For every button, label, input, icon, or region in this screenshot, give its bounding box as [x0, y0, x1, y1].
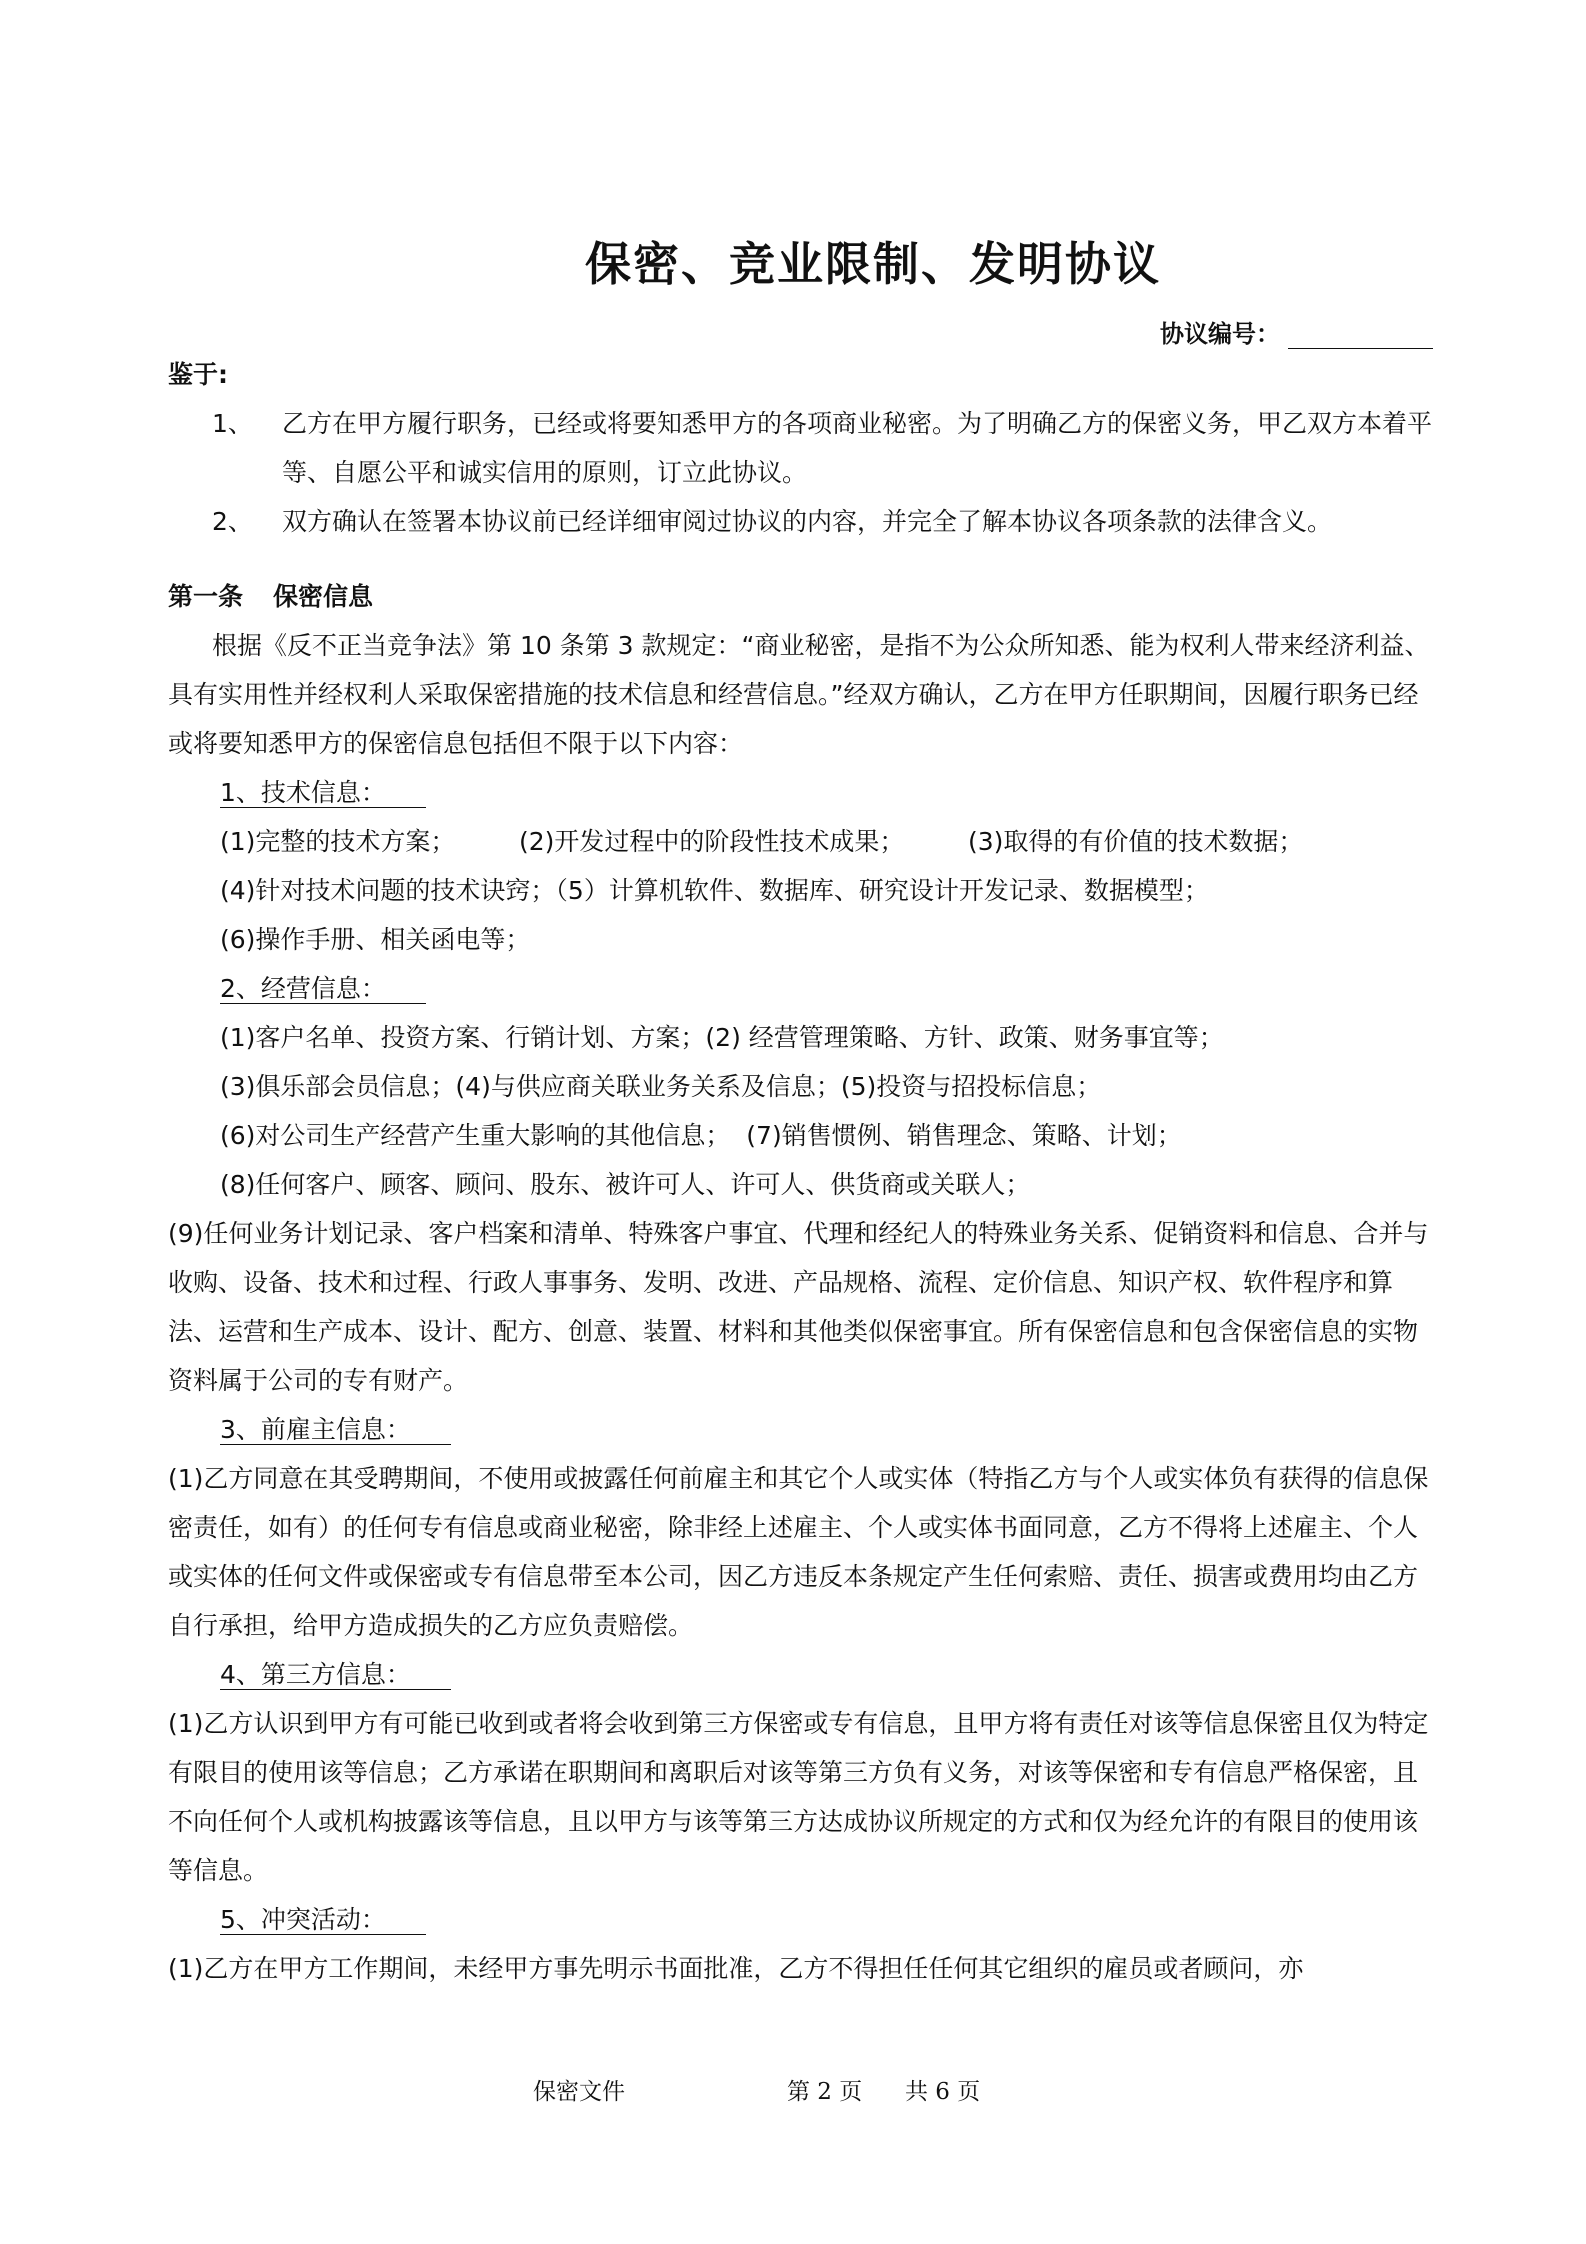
section-heading-text: 3、前雇主信息：: [220, 1415, 451, 1445]
section-heading-tech: [168, 768, 1438, 817]
section-heading-text: 4、第三方信息：: [220, 1660, 451, 1690]
third-party-text: (1)乙方认识到甲方有可能已收到或者将会收到第三方保密或专有信息，且甲方将有责任对该等信息保密且仅为特定有限目的使用该等信息；乙方承诺在职期间和离职后对该等第三方负有义务，对该等保密和专有信息严格保密，且不向任何个人或机构披露该等信息，且以甲方与该等第三方达成协议所规定的方式和仅为经允许的有限目的使用该等信息。: [168, 1709, 1429, 1885]
whereas-item-text: 乙方在甲方履行职务，已经或将要知悉甲方的各项商业秘密。为了明确乙方的保密义务，甲乙双方本着平等、自愿公平和诚实信用的原则，订立此协议。: [282, 409, 1433, 487]
article-intro: 根据《反不正当竞争法》第 10 条第 3 款规定：“商业秘密，是指不为公众所知悉、能为权利人带来经济利益、具有实用性并经权利人采取保密措施的技术信息和经营信息。”经双方确认，乙方在甲方任职期间，因履行职务已经或将要知悉甲方的保密信息包括但不限于以下内容：: [168, 631, 1430, 758]
tech-line: (1)完整的技术方案； (2)开发过程中的阶段性技术成果； (3)取得的有价值的技术数据；: [220, 827, 1304, 856]
whereas-item: [168, 399, 1438, 497]
business-line: (3)俱乐部会员信息；(4)与供应商关联业务关系及信息；(5)投资与招投标信息；: [220, 1072, 1102, 1101]
former-employer-text: (1)乙方同意在其受聘期间，不使用或披露任何前雇主和其它个人或实体（特指乙方与个人或实体负有获得的信息保密责任，如有）的任何专有信息或商业秘密，除非经上述雇主、个人或实体书面同意，乙方不得将上述雇主、个人或实体的任何文件或保密或专有信息带至本公司，因乙方违反本条规定产生任何索赔、责任、损害或费用均由乙方自行承担，给甲方造成损失的乙方应负责赔偿。: [168, 1464, 1429, 1640]
section-heading-former-employer: [168, 1405, 1438, 1454]
article-heading: [168, 572, 1438, 621]
business-line: (6)对公司生产经营产生重大影响的其他信息； (7)销售惯例、销售理念、策略、计划；: [220, 1121, 1182, 1150]
whereas-item-number: 2、: [212, 507, 253, 536]
section-heading-business: [168, 964, 1438, 1013]
conflict-text: (1)乙方在甲方工作期间，未经甲方事先明示书面批准，乙方不得担任任何其它组织的雇员或者顾问，亦: [168, 1954, 1304, 1983]
business-line: (1)客户名单、投资方案、行销计划、方案；(2) 经营管理策略、方针、政策、财务事宜等；: [220, 1023, 1224, 1052]
tech-line: (6)操作手册、相关函电等；: [220, 925, 531, 954]
whereas-item-text: 双方确认在签署本协议前已经详细审阅过协议的内容，并完全了解本协议各项条款的法律含义。: [282, 507, 1333, 536]
section-heading-third-party: [168, 1650, 1438, 1699]
article-title: 保密信息: [273, 582, 374, 611]
footer-page-number: 第 2 页: [787, 2079, 863, 2105]
whereas-heading: 鉴于:: [168, 360, 228, 389]
business-item-9: (9)任何业务计划记录、客户档案和清单、特殊客户事宜、代理和经纪人的特殊业务关系、促销资料和信息、合并与收购、设备、技术和过程、行政人事事务、发明、改进、产品规格、流程、定价信息、知识产权、软件程序和算法、运营和生产成本、设计、配方、创意、装置、材料和其他类似保密事宜。所有保密信息和包含保密信息的实物资料属于公司的专有财产。: [168, 1219, 1429, 1395]
section-heading-conflict: [168, 1895, 1438, 1944]
footer-confidential: 保密文件: [533, 2079, 625, 2105]
article-number: 第一条: [168, 582, 244, 611]
section-heading-text: 1、技术信息：: [220, 778, 426, 808]
agreement-number: [1160, 314, 1433, 349]
business-line: (8)任何客户、顾客、顾问、股东、被许可人、许可人、供货商或关联人；: [220, 1170, 1031, 1199]
whereas-item: [168, 497, 1438, 546]
document-title: 保密、竞业限制、发明协议: [585, 237, 1161, 291]
section-heading-text: 2、经营信息：: [220, 974, 426, 1004]
section-heading-text: 5、冲突活动：: [220, 1905, 426, 1935]
tech-line: (4)针对技术问题的技术诀窍；（5）计算机软件、数据库、研究设计开发记录、数据模型；: [220, 876, 1209, 905]
whereas-item-number: 1、: [212, 409, 253, 438]
document-body: [168, 350, 1438, 1993]
footer-total-pages: 共 6 页: [905, 2079, 981, 2105]
agreement-number-blank: [1288, 322, 1433, 349]
agreement-number-label: 协议编号：: [1160, 320, 1280, 348]
